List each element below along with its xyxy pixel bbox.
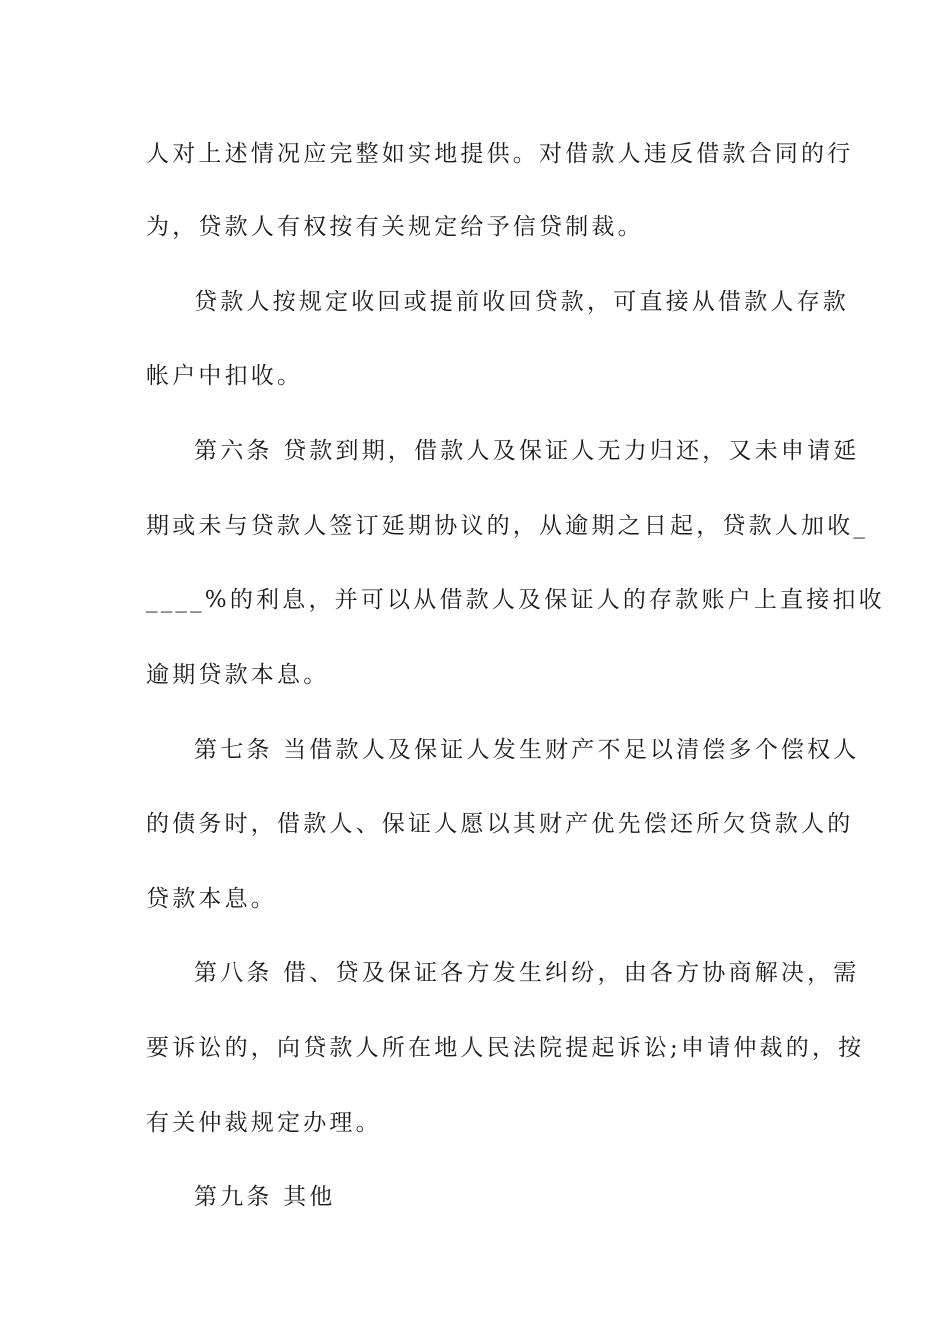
paragraph-line: 有关仲裁规定办理。: [146, 1110, 382, 1136]
paragraph-line: 贷款人按规定收回或提前收回贷款，可直接从借款人存款: [194, 289, 849, 315]
paragraph-line: 为，贷款人有权按有关规定给予信贷制裁。: [146, 214, 644, 240]
paragraph-line: 人对上述情况应完整如实地提供。对借款人违反借款合同的行: [146, 141, 854, 167]
paragraph-line: 要诉讼的，向贷款人所在地人民法院提起诉讼;申请仲裁的，按: [146, 1035, 865, 1061]
article-6-heading-line: 第六条 贷款到期，借款人及保证人无力归还，又未申请延: [194, 438, 860, 464]
article-7-heading-line: 第七条 当借款人及保证人发生财产不足以清偿多个偿权人: [194, 737, 860, 763]
paragraph-line: 逾期贷款本息。: [146, 662, 330, 688]
article-9-heading-line: 第九条 其他: [194, 1184, 336, 1210]
paragraph-line: ____%的利息，并可以从借款人及保证人的存款账户上直接扣收: [146, 587, 885, 613]
paragraph-line: 贷款本息。: [146, 886, 277, 912]
paragraph-line: 期或未与贷款人签订延期协议的，从逾期之日起，贷款人加收_: [146, 513, 869, 539]
paragraph-line: 的债务时，借款人、保证人愿以其财产优先偿还所欠贷款人的: [146, 811, 854, 837]
article-8-heading-line: 第八条 借、贷及保证各方发生纠纷，由各方协商解决，需: [194, 960, 860, 986]
paragraph-line: 帐户中扣收。: [146, 363, 304, 389]
